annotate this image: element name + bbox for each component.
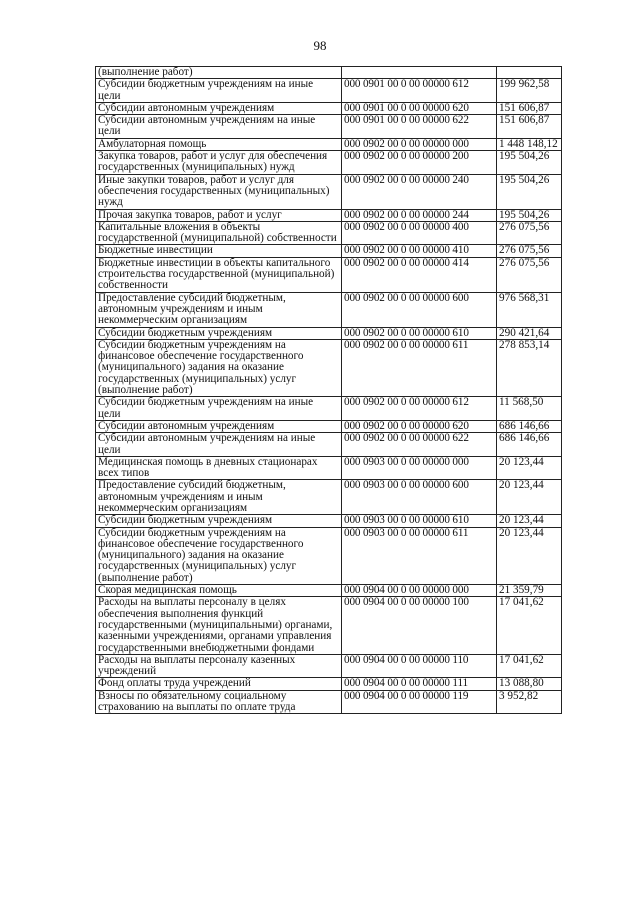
code-cell: 000 0904 00 0 00 00000 119 [342,690,497,714]
code-cell: 000 0902 00 0 00 00000 414 [342,257,497,292]
name-cell: Субсидии бюджетным учреждениям [96,327,342,339]
amount-cell: 276 075,56 [497,221,562,245]
code-cell: 000 0902 00 0 00 00000 240 [342,174,497,209]
code-cell: 000 0902 00 0 00 00000 622 [342,433,497,457]
code-cell: 000 0902 00 0 00 00000 000 [342,138,497,150]
code-cell: 000 0902 00 0 00 00000 612 [342,397,497,421]
amount-cell: 20 123,44 [497,527,562,584]
code-cell: 000 0902 00 0 00 00000 244 [342,209,497,221]
code-cell: 000 0903 00 0 00 00000 600 [342,480,497,515]
amount-cell: 290 421,64 [497,327,562,339]
amount-cell: 20 123,44 [497,480,562,515]
code-cell: 000 0902 00 0 00 00000 410 [342,245,497,257]
name-cell: Субсидии автономным учреждениям на иные цели [96,115,342,139]
table-row [96,420,562,432]
code-cell [342,67,497,79]
table-row [96,327,562,339]
table-row [96,245,562,257]
name-cell: Взносы по обязательному социальному страхованию на выплаты по оплате труда [96,690,342,714]
table-row [96,151,562,175]
name-cell: Субсидии автономным учреждениям на иные цели [96,433,342,457]
name-cell: Медицинская помощь в дневных стационарах всех типов [96,456,342,480]
code-cell: 000 0904 00 0 00 00000 100 [342,597,497,654]
amount-cell: 199 962,58 [497,79,562,103]
code-cell: 000 0904 00 0 00 00000 111 [342,678,497,690]
table-row [96,654,562,678]
code-cell: 000 0903 00 0 00 00000 610 [342,515,497,527]
name-cell: Прочая закупка товаров, работ и услуг [96,209,342,221]
table-row [96,174,562,209]
table-row [96,67,562,79]
code-cell: 000 0904 00 0 00 00000 000 [342,585,497,597]
code-cell: 000 0901 00 0 00 00000 620 [342,102,497,114]
code-cell: 000 0903 00 0 00 00000 000 [342,456,497,480]
amount-cell: 17 041,62 [497,654,562,678]
table-row [96,480,562,515]
table-row [96,397,562,421]
table-row [96,690,562,714]
name-cell: Предоставление субсидий бюджетным, автономным учреждениям и иным некоммерческим организациям [96,480,342,515]
code-cell: 000 0902 00 0 00 00000 600 [342,292,497,327]
name-cell: Бюджетные инвестиции в объекты капитального строительства государственной (муниципальной) собственности [96,257,342,292]
name-cell: Фонд оплаты труда учреждений [96,678,342,690]
page-number: 98 [313,38,327,53]
code-cell: 000 0902 00 0 00 00000 400 [342,221,497,245]
name-cell: (выполнение работ) [96,67,342,79]
amount-cell: 13 088,80 [497,678,562,690]
amount-cell: 21 359,79 [497,585,562,597]
amount-cell: 686 146,66 [497,433,562,457]
amount-cell: 276 075,56 [497,245,562,257]
amount-cell: 11 568,50 [497,397,562,421]
code-cell: 000 0902 00 0 00 00000 611 [342,339,497,396]
amount-cell: 195 504,26 [497,209,562,221]
code-cell: 000 0902 00 0 00 00000 610 [342,327,497,339]
table-row [96,102,562,114]
table-row [96,257,562,292]
table-row [96,527,562,584]
name-cell: Скорая медицинская помощь [96,585,342,597]
amount-cell: 3 952,82 [497,690,562,714]
amount-cell: 195 504,26 [497,151,562,175]
name-cell: Субсидии бюджетным учреждениям [96,515,342,527]
table-row [96,597,562,654]
table-row [96,433,562,457]
amount-cell: 686 146,66 [497,420,562,432]
code-cell: 000 0903 00 0 00 00000 611 [342,527,497,584]
table-row [96,678,562,690]
code-cell: 000 0904 00 0 00 00000 110 [342,654,497,678]
table-row [96,339,562,396]
amount-cell: 151 606,87 [497,115,562,139]
name-cell: Субсидии бюджетным учреждениям на иные цели [96,397,342,421]
amount-cell: 151 606,87 [497,102,562,114]
name-cell: Закупка товаров, работ и услуг для обеспечения государственных (муниципальных) нужд [96,151,342,175]
code-cell: 000 0901 00 0 00 00000 622 [342,115,497,139]
table-row [96,585,562,597]
table-row [96,456,562,480]
table-row [96,292,562,327]
amount-cell: 278 853,14 [497,339,562,396]
name-cell: Расходы на выплаты персоналу казенных учреждений [96,654,342,678]
table-row [96,115,562,139]
name-cell: Субсидии бюджетным учреждениям на финансовое обеспечение государственного (муниципального) задания на оказание государственных (муниципальных) услуг (выполнение работ) [96,527,342,584]
amount-cell: 195 504,26 [497,174,562,209]
name-cell: Расходы на выплаты персоналу в целях обеспечения выполнения функций государственными (муниципальными) органами, казенными учреждениями, органами управления государственными внебюджетными фондами [96,597,342,654]
amount-cell: 276 075,56 [497,257,562,292]
amount-cell [497,67,562,79]
name-cell: Субсидии автономным учреждениям [96,420,342,432]
amount-cell: 20 123,44 [497,456,562,480]
name-cell: Субсидии бюджетным учреждениям на финансовое обеспечение государственного (муниципального) задания на оказание государственных (муниципальных) услуг (выполнение работ) [96,339,342,396]
amount-cell: 1 448 148,12 [497,138,562,150]
name-cell: Предоставление субсидий бюджетным, автономным учреждениям и иным некоммерческим организациям [96,292,342,327]
table-row [96,221,562,245]
name-cell: Бюджетные инвестиции [96,245,342,257]
budget-table-body [96,67,562,714]
amount-cell: 20 123,44 [497,515,562,527]
name-cell: Капитальные вложения в объекты государственной (муниципальной) собственности [96,221,342,245]
table-row [96,209,562,221]
table-row [96,515,562,527]
name-cell: Субсидии бюджетным учреждениям на иные цели [96,79,342,103]
table-row [96,138,562,150]
name-cell: Амбулаторная помощь [96,138,342,150]
amount-cell: 17 041,62 [497,597,562,654]
table-row [96,79,562,103]
code-cell: 000 0902 00 0 00 00000 200 [342,151,497,175]
amount-cell: 976 568,31 [497,292,562,327]
budget-table [95,66,562,714]
code-cell: 000 0902 00 0 00 00000 620 [342,420,497,432]
name-cell: Субсидии автономным учреждениям [96,102,342,114]
code-cell: 000 0901 00 0 00 00000 612 [342,79,497,103]
name-cell: Иные закупки товаров, работ и услуг для обеспечения государственных (муниципальных) нужд [96,174,342,209]
